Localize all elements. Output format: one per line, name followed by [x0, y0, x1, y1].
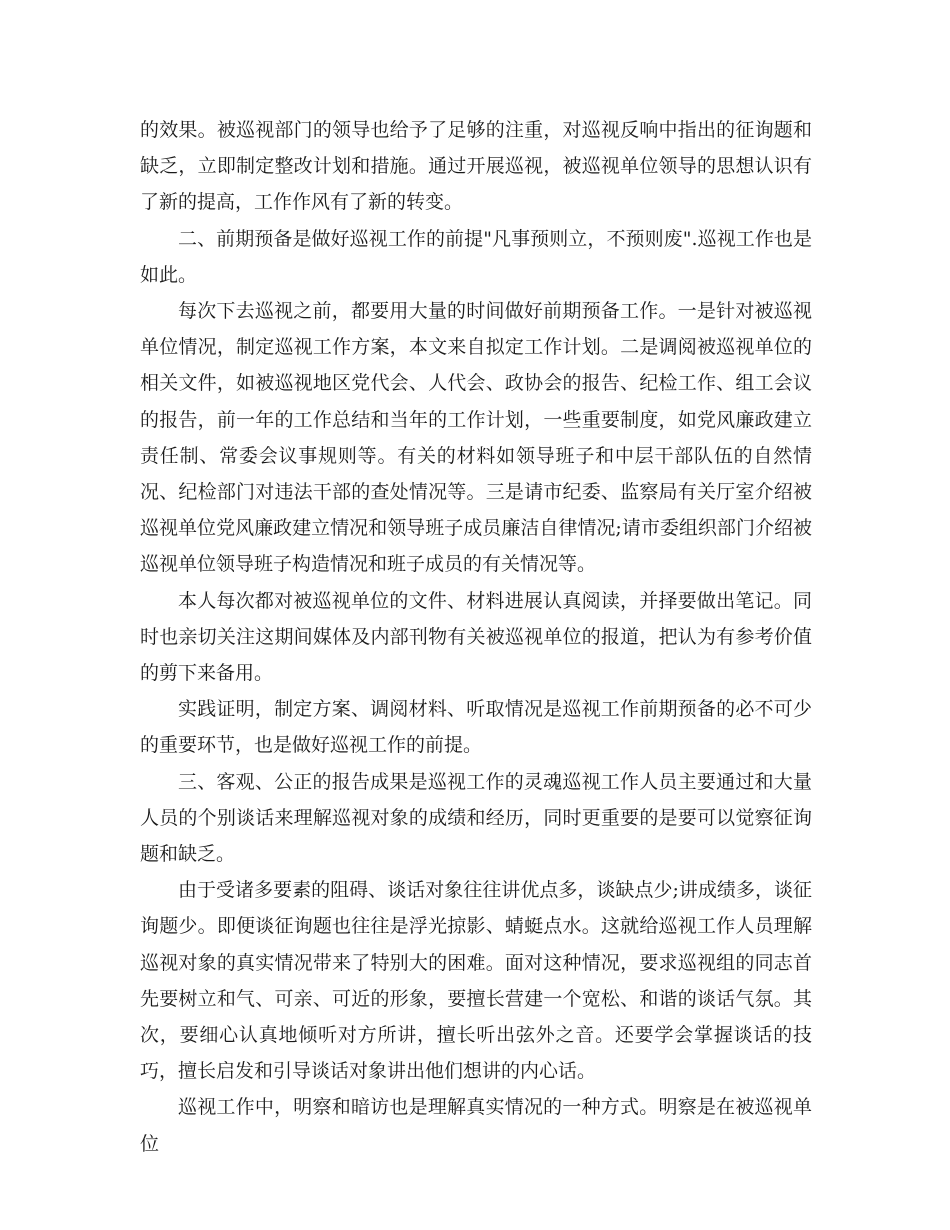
paragraph-1: 的效果。被巡视部门的领导也给予了足够的注重，对巡视反响中指出的征询题和缺乏，立即制定整改计划和措施。通过开展巡视，被巡视单位领导的思想认识有了新的提高，工作作风有了新的转变。 — [140, 119, 812, 214]
paragraph-8: 巡视工作中，明察和暗访也是理解真实情况的一种方式。明察是在被巡视单位 — [140, 1096, 812, 1155]
paragraph-5: 实践证明，制定方案、调阅材料、听取情况是巡视工作前期预备的必不可少的重要环节，也是做好巡视工作的前提。 — [140, 698, 812, 757]
document-body — [140, 112, 812, 1162]
paragraph-6: 三、客观、公正的报告成果是巡视工作的灵魂巡视工作人员主要通过和大量人员的个别谈话来理解巡视对象的成绩和经历，同时更重要的是要可以觉察征询题和缺乏。 — [140, 770, 812, 866]
paragraph-7: 由于受诸多要素的阻碍、谈话对象往往讲优点多，谈缺点少;讲成绩多，谈征询题少。即便谈征询题也往往是浮光掠影、蜻蜓点水。这就给巡视工作人员理解巡视对象的真实情况带来了特别大的困难。面对这种情况，要求巡视组的同志首先要树立和气、可亲、可近的形象，要擅长营建一个宽松、和谐的谈话气氛。其次，要细心认真地倾听对方所讲，擅长听出弦外之音。还要学会掌握谈话的技巧，擅长启发和引导谈话对象讲出他们想讲的内心话。 — [140, 879, 812, 1083]
paragraph-4: 本人每次都对被巡视单位的文件、材料进展认真阅读，并择要做出笔记。同时也亲切关注这期间媒体及内部刊物有关被巡视单位的报道，把认为有参考价值的剪下来备用。 — [140, 589, 812, 685]
paragraph-2: 二、前期预备是做好巡视工作的前提"凡事预则立，不预则废".巡视工作也是如此。 — [140, 227, 812, 286]
paragraph-3: 每次下去巡视之前，都要用大量的时间做好前期预备工作。一是针对被巡视单位情况，制定巡视工作方案，本文来自拟定工作计划。二是调阅被巡视单位的相关文件，如被巡视地区党代会、人代会、政协会的报告、纪检工作、组工会议的报告，前一年的工作总结和当年的工作计划，一些重要制度，如党风廉政建立责任制、常委会议事规则等。有关的材料如领导班子和中层干部队伍的自然情况、纪检部门对违法干部的查处情况等。三是请市纪委、监察局有关厅室介绍被巡视单位党风廉政建立情况和领导班子成员廉洁自律情况;请市委组织部门介绍被巡视单位领导班子构造情况和班子成员的有关情况等。 — [140, 300, 812, 576]
